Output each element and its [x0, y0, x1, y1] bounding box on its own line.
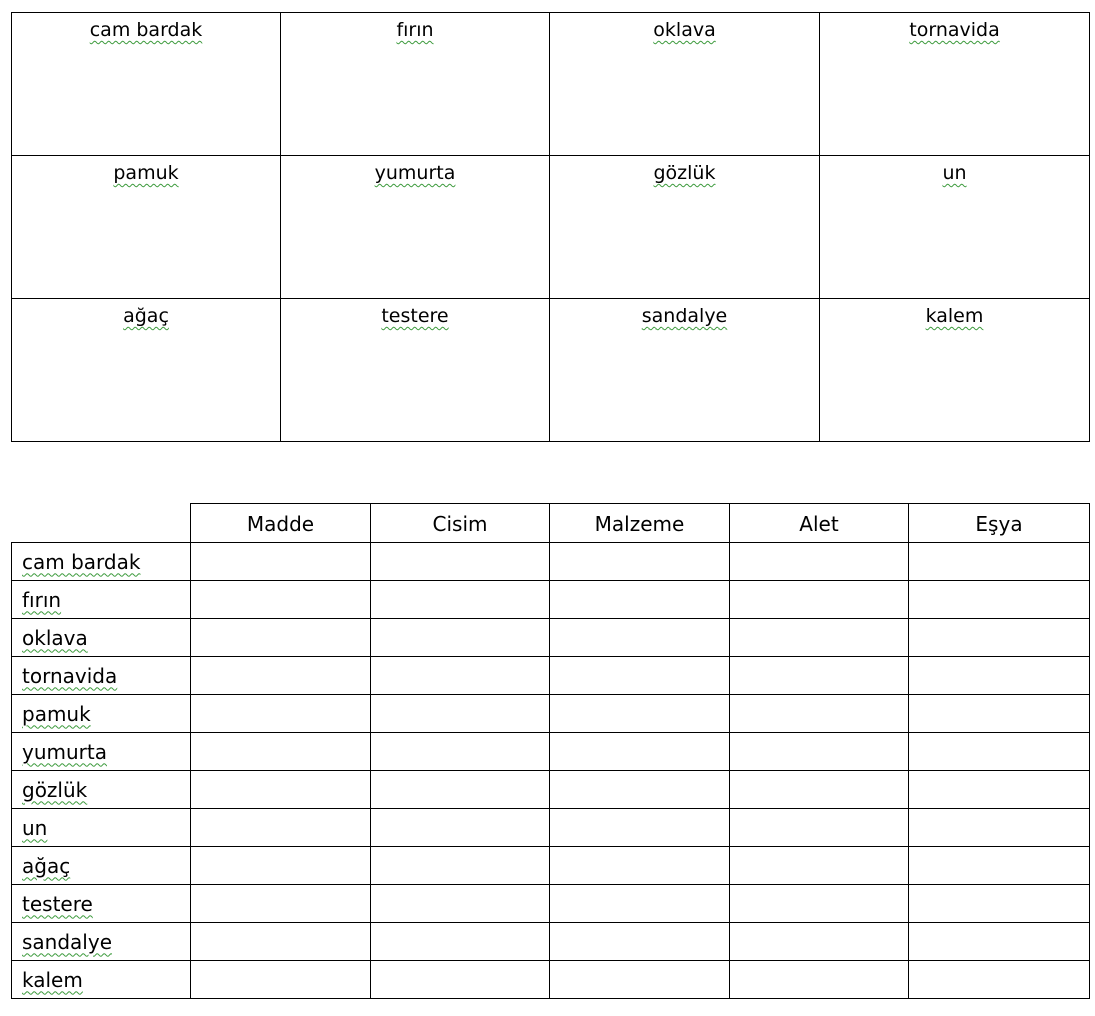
classification-body — [12, 543, 1090, 999]
table-row — [12, 885, 1090, 923]
row-header-cell — [12, 847, 191, 885]
row-header-cell — [12, 619, 191, 657]
row-header-cell — [12, 885, 191, 923]
answer-cell[interactable] — [550, 809, 730, 847]
answer-cell[interactable] — [730, 581, 909, 619]
answer-cell[interactable] — [550, 885, 730, 923]
row-label: pamuk — [22, 701, 91, 726]
answer-cell[interactable] — [191, 809, 371, 847]
answer-cell[interactable] — [909, 581, 1090, 619]
answer-cell[interactable] — [371, 885, 550, 923]
word-label: gözlük — [653, 162, 716, 184]
answer-cell[interactable] — [371, 581, 550, 619]
table-row — [12, 809, 1090, 847]
answer-cell[interactable] — [371, 695, 550, 733]
answer-cell[interactable] — [730, 961, 909, 999]
table-row — [12, 961, 1090, 999]
word-cell — [12, 13, 281, 156]
answer-cell[interactable] — [191, 695, 371, 733]
answer-cell[interactable] — [909, 695, 1090, 733]
answer-cell[interactable] — [909, 619, 1090, 657]
answer-cell[interactable] — [191, 771, 371, 809]
answer-cell[interactable] — [550, 619, 730, 657]
answer-cell[interactable] — [371, 771, 550, 809]
row-label: cam bardak — [22, 549, 141, 574]
answer-cell[interactable] — [909, 543, 1090, 581]
word-label: pamuk — [113, 162, 179, 184]
word-label: ağaç — [123, 305, 169, 327]
row-label: fırın — [22, 587, 62, 612]
table-row — [12, 733, 1090, 771]
word-cell — [12, 299, 281, 442]
word-grid-row — [12, 156, 1090, 299]
row-header-cell — [12, 657, 191, 695]
answer-cell[interactable] — [730, 619, 909, 657]
answer-cell[interactable] — [191, 885, 371, 923]
corner-cell — [12, 504, 191, 543]
answer-cell[interactable] — [550, 543, 730, 581]
word-cell — [550, 13, 820, 156]
table-row — [12, 581, 1090, 619]
answer-cell[interactable] — [909, 885, 1090, 923]
answer-cell[interactable] — [191, 657, 371, 695]
word-grid-row — [12, 13, 1090, 156]
answer-cell[interactable] — [371, 847, 550, 885]
word-label: testere — [381, 305, 449, 327]
answer-cell[interactable] — [909, 923, 1090, 961]
word-card-grid — [11, 12, 1090, 442]
word-label: tornavida — [909, 19, 1000, 41]
column-header-madde: Madde — [191, 504, 371, 543]
row-label: un — [22, 815, 48, 840]
answer-cell[interactable] — [550, 581, 730, 619]
row-header-cell — [12, 961, 191, 999]
word-label: kalem — [925, 305, 984, 327]
answer-cell[interactable] — [191, 543, 371, 581]
table-row — [12, 695, 1090, 733]
word-label: sandalye — [641, 305, 728, 327]
answer-cell[interactable] — [550, 923, 730, 961]
answer-cell[interactable] — [191, 923, 371, 961]
row-label: oklava — [22, 625, 88, 650]
word-label: cam bardak — [89, 19, 203, 41]
answer-cell[interactable] — [550, 961, 730, 999]
answer-cell[interactable] — [191, 619, 371, 657]
answer-cell[interactable] — [371, 619, 550, 657]
answer-cell[interactable] — [730, 695, 909, 733]
answer-cell[interactable] — [371, 809, 550, 847]
answer-cell[interactable] — [909, 809, 1090, 847]
answer-cell[interactable] — [371, 923, 550, 961]
answer-cell[interactable] — [730, 771, 909, 809]
row-header-cell — [12, 771, 191, 809]
answer-cell[interactable] — [371, 961, 550, 999]
answer-cell[interactable] — [730, 809, 909, 847]
answer-cell[interactable] — [730, 885, 909, 923]
word-cell — [820, 13, 1090, 156]
answer-cell[interactable] — [909, 733, 1090, 771]
word-label: yumurta — [374, 162, 456, 184]
row-header-cell — [12, 733, 191, 771]
column-header-esya: Eşya — [909, 504, 1090, 543]
row-label: testere — [22, 891, 93, 916]
word-label: fırın — [396, 19, 434, 41]
answer-cell[interactable] — [909, 961, 1090, 999]
word-cell — [820, 156, 1090, 299]
answer-cell[interactable] — [191, 581, 371, 619]
table-row — [12, 771, 1090, 809]
table-row — [12, 619, 1090, 657]
answer-cell[interactable] — [371, 543, 550, 581]
classification-table — [11, 503, 1090, 999]
answer-cell[interactable] — [550, 733, 730, 771]
word-label: un — [942, 162, 967, 184]
row-label: tornavida — [22, 663, 118, 688]
word-cell — [281, 299, 550, 442]
word-cell — [820, 299, 1090, 442]
row-header-cell — [12, 809, 191, 847]
answer-cell[interactable] — [909, 771, 1090, 809]
column-header-row — [12, 504, 1090, 543]
row-label: gözlük — [22, 777, 88, 802]
word-cell — [281, 13, 550, 156]
row-header-cell — [12, 923, 191, 961]
row-header-cell — [12, 543, 191, 581]
answer-cell[interactable] — [550, 847, 730, 885]
row-label: sandalye — [22, 929, 112, 954]
answer-cell[interactable] — [191, 847, 371, 885]
word-cell — [281, 156, 550, 299]
word-grid-row — [12, 299, 1090, 442]
answer-cell[interactable] — [550, 695, 730, 733]
answer-cell[interactable] — [371, 733, 550, 771]
table-row — [12, 923, 1090, 961]
column-header-malzeme: Malzeme — [550, 504, 730, 543]
word-cell — [550, 156, 820, 299]
word-label: oklava — [653, 19, 716, 41]
answer-cell[interactable] — [371, 657, 550, 695]
row-header-cell — [12, 581, 191, 619]
answer-cell[interactable] — [191, 733, 371, 771]
word-cell — [12, 156, 281, 299]
answer-cell[interactable] — [550, 657, 730, 695]
answer-cell[interactable] — [909, 847, 1090, 885]
row-label: yumurta — [22, 739, 107, 764]
row-label: kalem — [22, 967, 83, 992]
column-header-alet: Alet — [730, 504, 909, 543]
answer-cell[interactable] — [550, 771, 730, 809]
table-row — [12, 847, 1090, 885]
table-row — [12, 543, 1090, 581]
answer-cell[interactable] — [730, 657, 909, 695]
answer-cell[interactable] — [730, 543, 909, 581]
answer-cell[interactable] — [730, 847, 909, 885]
answer-cell[interactable] — [730, 733, 909, 771]
row-header-cell — [12, 695, 191, 733]
answer-cell[interactable] — [191, 961, 371, 999]
column-header-cisim: Cisim — [371, 504, 550, 543]
answer-cell[interactable] — [730, 923, 909, 961]
row-label: ağaç — [22, 853, 71, 878]
answer-cell[interactable] — [909, 657, 1090, 695]
table-row — [12, 657, 1090, 695]
word-cell — [550, 299, 820, 442]
